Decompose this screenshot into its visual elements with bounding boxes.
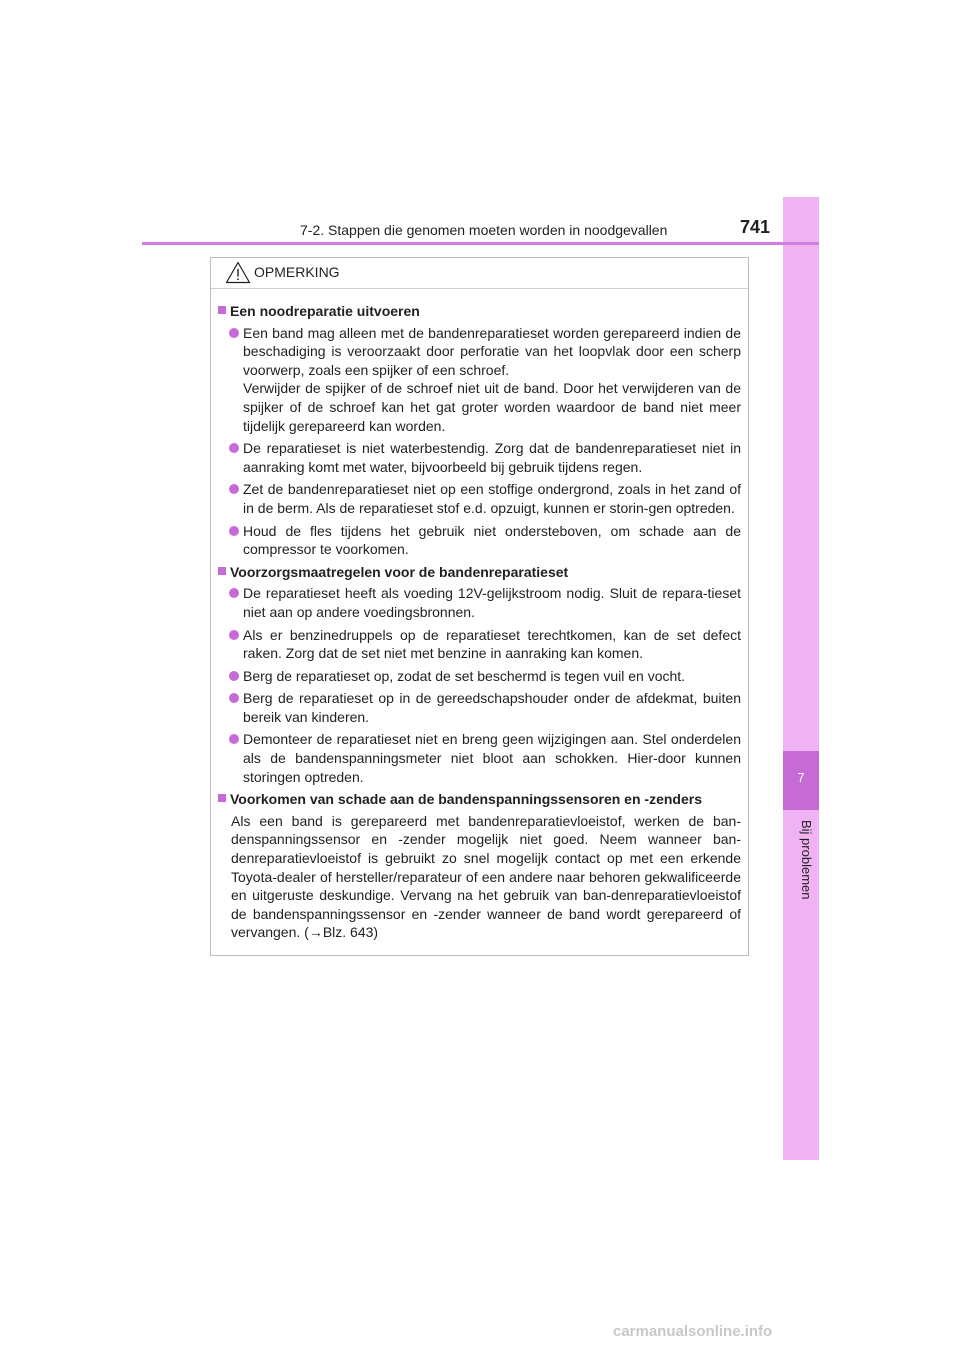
header-rule xyxy=(142,242,819,245)
chapter-side-strip xyxy=(783,197,819,1160)
list-item-text: Houd de fles tijdens het gebruik niet ondersteboven, om schade aan de compressor te voorkomen. xyxy=(243,522,741,558)
list-item xyxy=(217,324,741,436)
chapter-label: Bij problemen xyxy=(799,820,814,900)
list-item-text: Zet de bandenreparatieset niet op een stoffige ondergrond, zoals in het zand of in de berm. Als de reparatieset stof e.d. opzuigt, kunnen er storin-gen optreden. xyxy=(243,481,741,516)
square-bullet-icon xyxy=(218,567,226,575)
section-title xyxy=(217,563,741,582)
notice-box xyxy=(210,257,749,956)
list-item-text: Berg de reparatieset op in de gereedschapshouder onder de afdekmat, buiten bereik van kinderen. xyxy=(243,690,741,725)
notice-body xyxy=(211,289,748,942)
list-item xyxy=(217,439,741,476)
notice-title: OPMERKING xyxy=(254,264,340,280)
section-title-text: Een noodreparatie uitvoeren xyxy=(230,303,420,319)
section-paragraph: Als een band is gerepareerd met bandenreparatievloeistof, werken de ban-denspanningssensor en -zender mogelijk niet goed. Neem wanneer ban-denreparatievloeistof is gebruikt zo snel mogelijk contact op met een erkende Toyota-dealer of hersteller/reparateur of een andere naar behoren gekwalificeerde en uitgeruste deskundige. Vervang na het gebruik van ban-denreparatievloeistof de bandenspanningssensor en -zender wanneer de band wordt gerepareerd of vervangen. (→Blz. 643) xyxy=(231,812,741,941)
chapter-number: 7 xyxy=(797,770,805,785)
square-bullet-icon xyxy=(218,306,226,314)
list-item xyxy=(217,626,741,663)
list-item-text: Als er benzinedruppels op de reparatieset terechtkomen, kan de set defect raken. Zorg dat de set niet met benzine in aanraking kan komen. xyxy=(243,626,741,662)
round-bullet-icon xyxy=(229,484,239,494)
header-section-title: 7-2. Stappen die genomen moeten worden in noodgevallen xyxy=(300,222,668,238)
page-number: 741 xyxy=(740,217,771,237)
list-item xyxy=(217,730,741,786)
notice-header xyxy=(211,258,748,289)
list-item xyxy=(217,584,741,621)
round-bullet-icon xyxy=(229,693,239,703)
list-item xyxy=(217,480,741,517)
list-item-text: Verwijder de spijker of de schroef niet uit de band. Door het verwijderen van de spijker of de schroef kan het gat groter worden waardoor de band niet meer tijdelijk gerepareerd kan worden. xyxy=(243,380,741,434)
warning-triangle-icon xyxy=(225,261,251,284)
list-item xyxy=(217,522,741,559)
list-item-text: De reparatieset heeft als voeding 12V-gelijkstroom nodig. Sluit de repara-tieset niet aan op andere voedingsbronnen. xyxy=(243,585,741,620)
section-title xyxy=(217,302,741,321)
section-title-text: Voorzorgsmaatregelen voor de bandenreparatieset xyxy=(230,563,569,580)
round-bullet-icon xyxy=(229,328,239,338)
round-bullet-icon xyxy=(229,526,239,536)
square-bullet-icon xyxy=(218,794,226,802)
section-title-text: Voorkomen van schade aan de bandenspanningssensoren en -zenders xyxy=(230,791,702,808)
section-title xyxy=(217,790,741,809)
round-bullet-icon xyxy=(229,734,239,744)
round-bullet-icon xyxy=(229,443,239,453)
list-item-text: Berg de reparatieset op, zodat de set beschermd is tegen vuil en vocht. xyxy=(243,667,686,684)
round-bullet-icon xyxy=(229,671,239,681)
round-bullet-icon xyxy=(229,630,239,640)
list-item-text: De reparatieset is niet waterbestendig. Zorg dat de bandenreparatieset niet in aanraking komt met water, bijvoorbeeld bij gebruik tijdens regen. xyxy=(243,440,741,475)
round-bullet-icon xyxy=(229,588,239,598)
list-item-text: Demonteer de reparatieset niet en breng geen wijzigingen aan. Stel onderdelen als de bandenspanningsmeter niet bloot aan schokken. Hier-door kunnen storingen optreden. xyxy=(243,731,741,785)
watermark-text: carmanualsonline.info xyxy=(613,1323,773,1340)
list-item xyxy=(217,689,741,726)
list-item xyxy=(217,667,741,686)
list-item-text: Een band mag alleen met de bandenreparatieset worden gerepareerd indien de beschadiging is veroorzaakt door perforatie van het loopvlak door een scherp voorwerp, zoals een spijker of een schroef. xyxy=(243,324,741,378)
